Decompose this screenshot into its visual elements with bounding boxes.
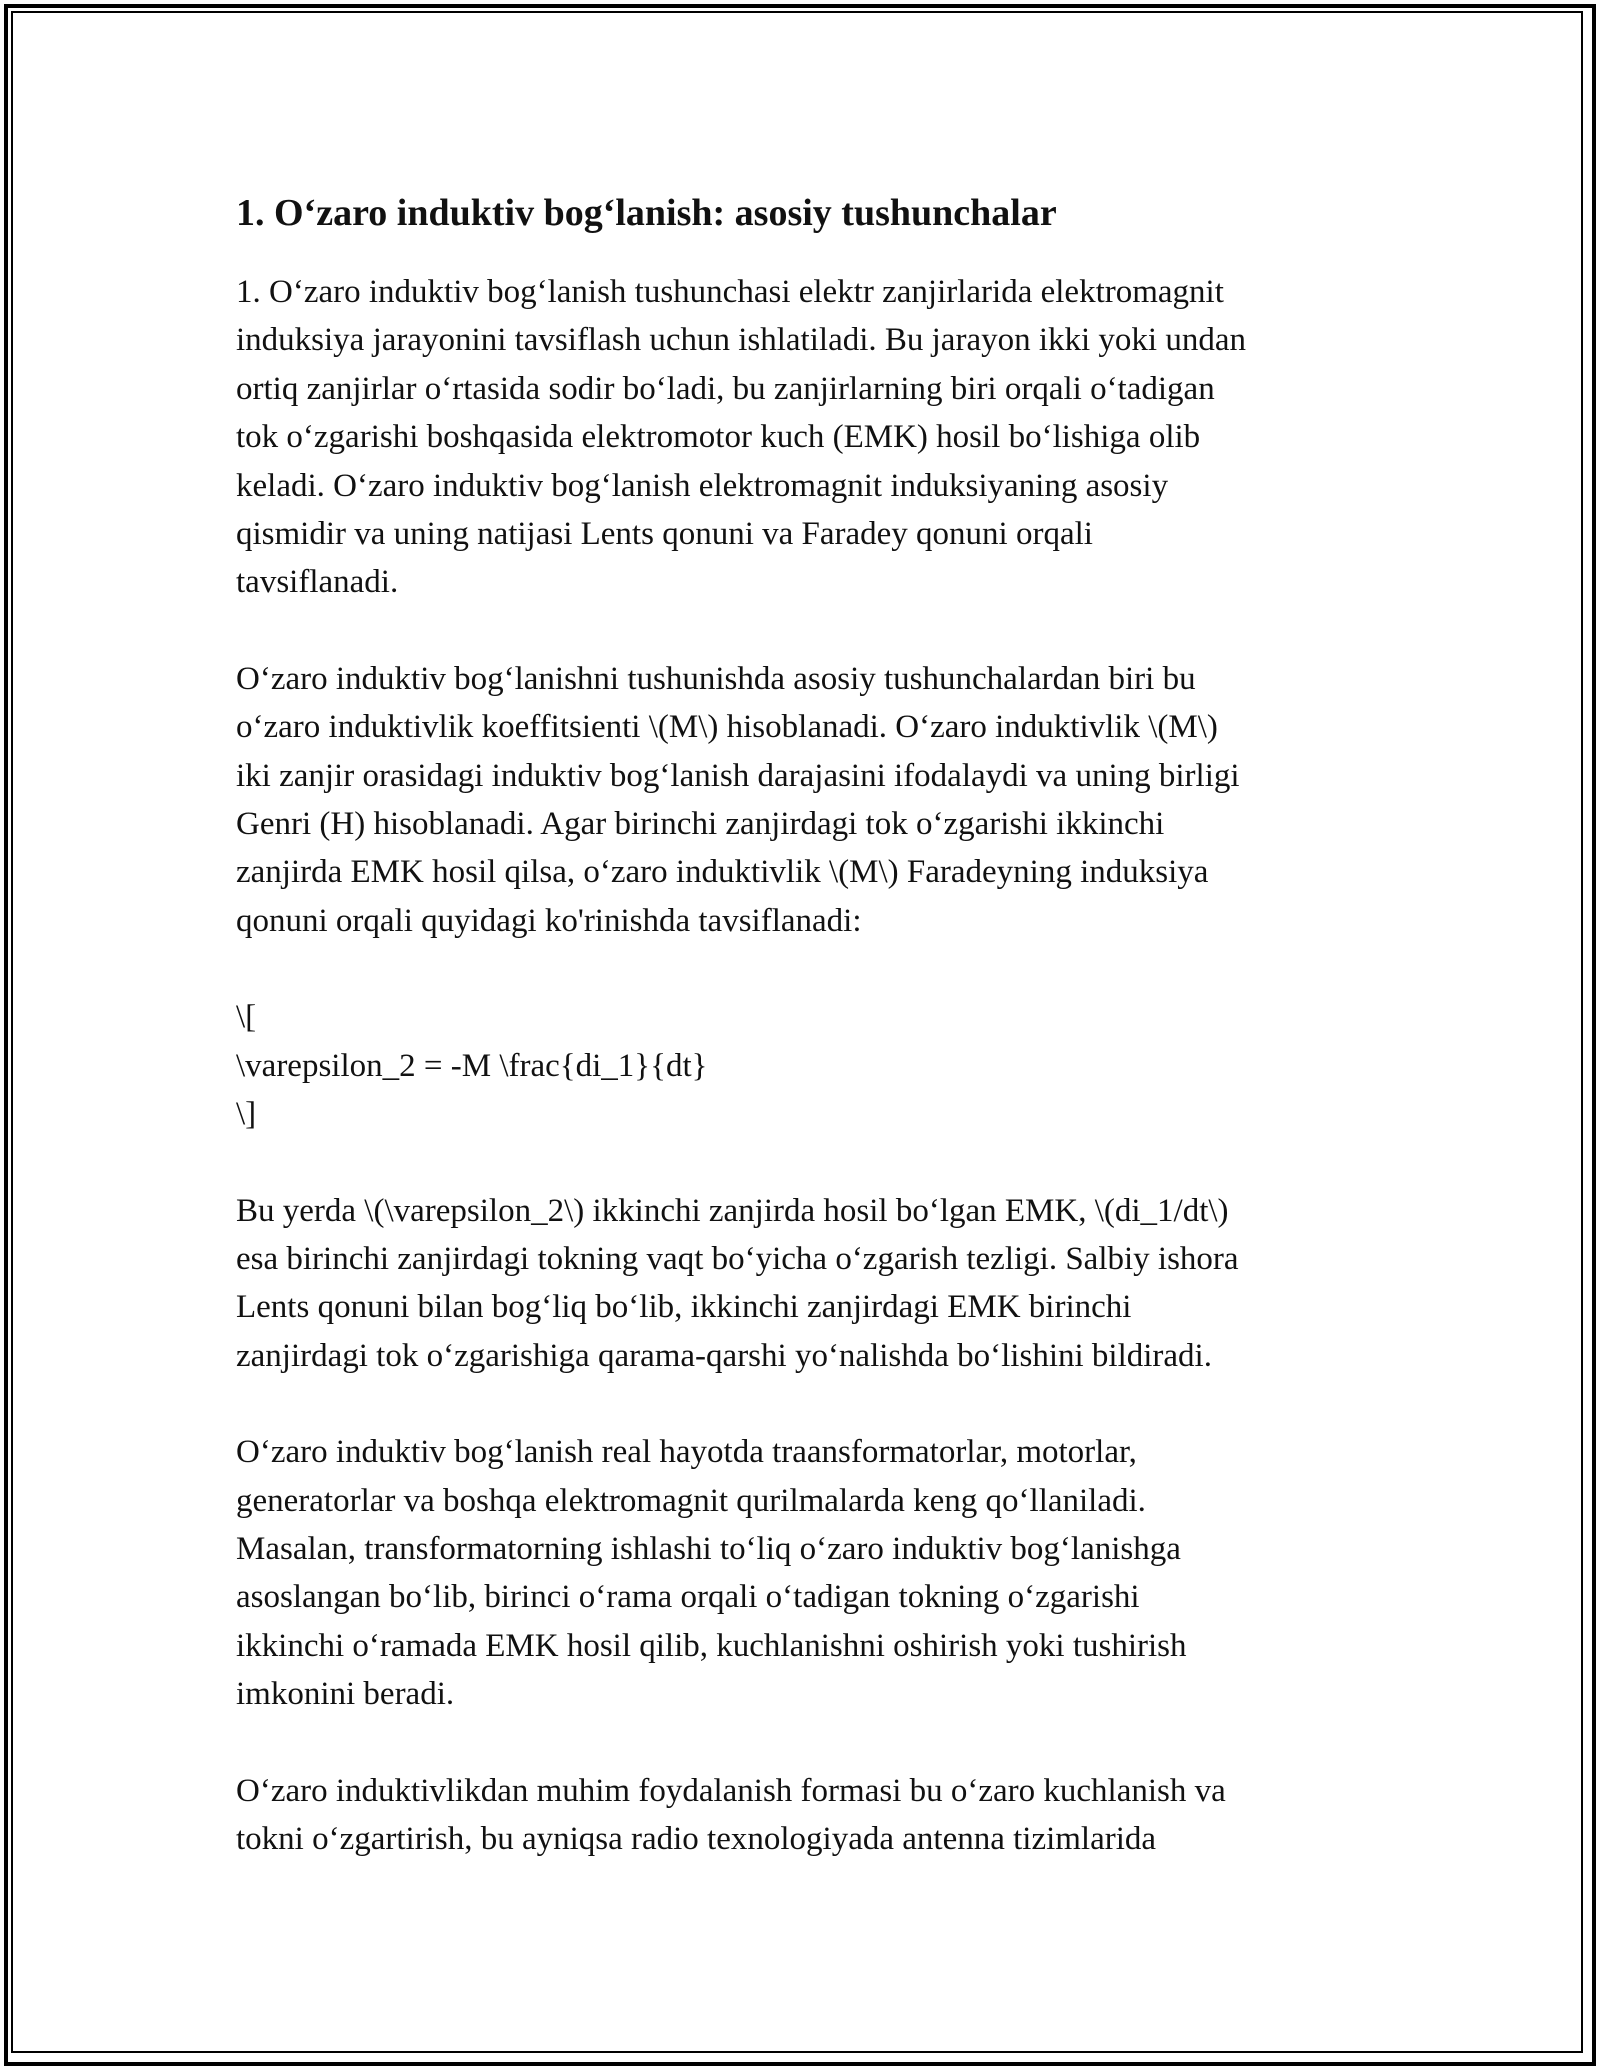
section-heading: 1. O‘zaro induktiv bog‘lanish: asosiy tushunchalar [236, 192, 1057, 234]
formula-open: \[ [236, 999, 257, 1036]
paragraph-usage: O‘zaro induktivlikdan muhim foydalanish formasi bu o‘zaro kuchlanish va tokni o‘zgartirish, bu ayniqsa radio texnologiyada antenna tizimlarida [236, 1772, 1226, 1857]
formula-block [236, 993, 1366, 1138]
document-body [236, 182, 1366, 1911]
paragraph-mutual-inductance: O‘zaro induktiv bog‘lanishni tushunishda asosiy tushunchalardan biri bu o‘zaro induktivlik koeffitsienti \(M\) hisoblanadi. O‘zaro induktivlik \(M\) iki zanjir orasidagi induktiv bog‘lanish darajasini ifodalaydi va uning birligi Genri (H) hisoblanadi. Agar birinchi zanjirdagi tok o‘zgarishi ikkinchi zanjirda EMK hosil qilsa, o‘zaro induktivlik \(M\) Faradeyning induksiya qonuni orqali quyidagi ko'rinishda tavsiflanadi: [236, 660, 1240, 939]
paragraph-formula-explanation: Bu yerda \(\varepsilon_2\) ikkinchi zanjirda hosil bo‘lgan EMK, \(di_1/dt\) esa birinchi zanjirdagi tokning vaqt bo‘yicha o‘zgarish tezligi. Salbiy ishora Lents qonuni bilan bog‘liq bo‘lib, ikkinchi zanjirdagi EMK birinchi zanjirdagi tok o‘zgarishiga qarama-qarshi yo‘nalishda bo‘lishini bildiradi. [236, 1192, 1239, 1374]
formula-close: \] [236, 1096, 257, 1133]
formula-body: \varepsilon_2 = -M \frac{di_1}{dt} [236, 1047, 708, 1084]
paragraph-intro: 1. O‘zaro induktiv bog‘lanish tushunchasi elektr zanjirlarida elektromagnit induksiya jarayonini tavsiflash uchun ishlatiladi. Bu jarayon ikki yoki undan ortiq zanjirlar o‘rtasida sodir bo‘ladi, bu zanjirlarning biri orqali o‘tadigan tok o‘zgarishi boshqasida elektromotor kuch (EMK) hosil bo‘lishiga olib keladi. O‘zaro induktiv bog‘lanish elektromagnit induksiyaning asosiy qismidir va uning natijasi Lents qonuni va Faradey qonuni orqali tavsiflanadi. [236, 274, 1246, 601]
paragraph-applications: O‘zaro induktiv bog‘lanish real hayotda traansformatorlar, motorlar, generatorlar va boshqa elektromagnit qurilmalarda keng qo‘llaniladi. Masalan, transformatorning ishlashi to‘liq o‘zaro induktiv bog‘lanishga asoslangan bo‘lib, birinci o‘rama orqali o‘tadigan tokning o‘zgarishi ikkinchi o‘ramada EMK hosil qilib, kuchlanishni oshirish yoki tushirish imkonini beradi. [236, 1434, 1187, 1713]
